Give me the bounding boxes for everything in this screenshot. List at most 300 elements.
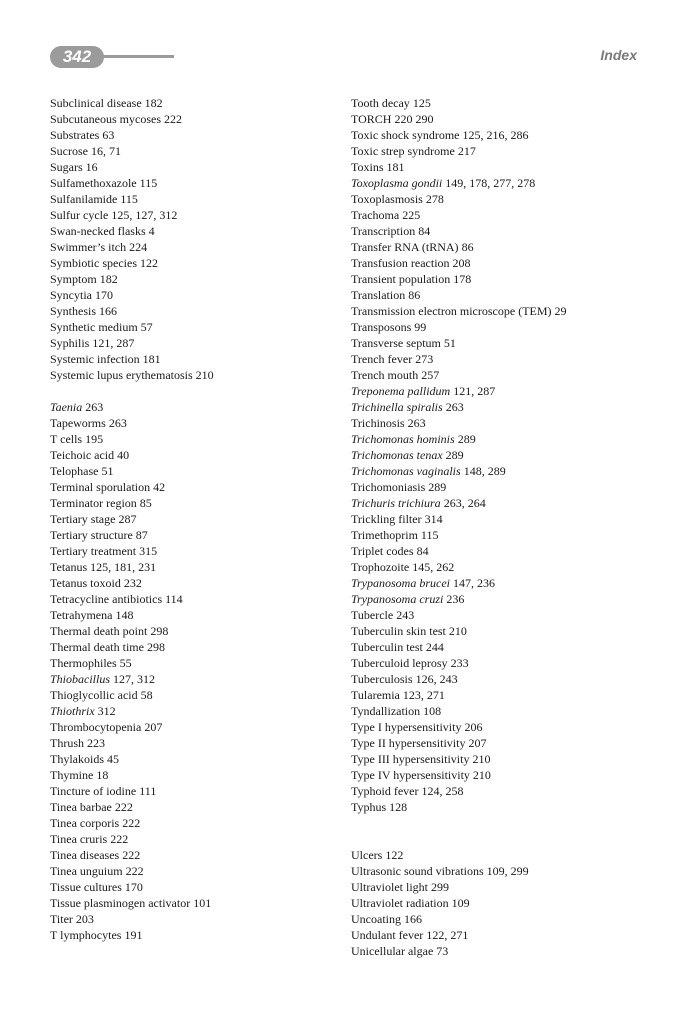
index-pages: 86 xyxy=(458,240,474,254)
index-term: Terminal sporulation xyxy=(50,480,151,494)
index-entry xyxy=(351,191,651,207)
index-entry xyxy=(351,895,651,911)
index-term: Undulant fever xyxy=(351,928,424,942)
letter-group-gap xyxy=(50,383,340,399)
index-term: Toxins xyxy=(351,160,384,174)
index-entry xyxy=(351,127,651,143)
index-pages: 166 xyxy=(401,912,422,926)
index-pages: 217 xyxy=(454,144,476,158)
index-term: Transient population xyxy=(351,272,451,286)
index-term: Tuberculosis xyxy=(351,672,413,686)
index-term: Thermophiles xyxy=(50,656,117,670)
index-pages: 182 xyxy=(96,272,118,286)
index-entry xyxy=(351,559,651,575)
index-entry xyxy=(50,511,340,527)
index-entry xyxy=(50,127,340,143)
index-entry xyxy=(351,463,651,479)
index-term: Sulfamethoxazole xyxy=(50,176,137,190)
index-entry xyxy=(351,175,651,191)
index-term: Tuberculoid leprosy xyxy=(351,656,448,670)
index-pages: 84 xyxy=(413,544,429,558)
page-header xyxy=(0,0,683,80)
index-term: Trichomonas tenax xyxy=(351,448,443,462)
index-pages: 170 xyxy=(92,288,113,302)
index-pages: 263, 264 xyxy=(440,496,486,510)
index-term: Thrombocytopenia xyxy=(50,720,142,734)
index-pages: 149, 178, 277, 278 xyxy=(442,176,536,190)
index-term: Terminator region xyxy=(50,496,137,510)
index-pages: 85 xyxy=(136,496,152,510)
index-pages: 299 xyxy=(428,880,449,894)
index-entry xyxy=(351,607,651,623)
index-term: Transmission electron microscope (TEM) xyxy=(351,304,552,318)
index-entry xyxy=(351,687,651,703)
index-entry xyxy=(50,655,340,671)
index-term: Translation xyxy=(351,288,406,302)
index-term: Thioglycollic acid xyxy=(50,688,138,702)
index-pages: 210 xyxy=(469,752,491,766)
index-term: Swan-necked flasks xyxy=(50,224,146,238)
index-term: Symbiotic species xyxy=(50,256,137,270)
index-entry xyxy=(50,303,340,319)
index-entry xyxy=(351,655,651,671)
index-term: Tinea cruris xyxy=(50,832,108,846)
index-pages: 181 xyxy=(383,160,405,174)
index-pages: 166 xyxy=(96,304,118,318)
index-pages: 289 xyxy=(442,448,464,462)
index-pages: 123, 271 xyxy=(399,688,445,702)
index-entry xyxy=(50,815,340,831)
index-term: Tertiary structure xyxy=(50,528,133,542)
index-entry xyxy=(351,223,651,239)
index-pages: 210 xyxy=(192,368,214,382)
index-entry xyxy=(351,527,651,543)
index-entry xyxy=(50,239,340,255)
index-pages: 45 xyxy=(104,752,119,766)
index-term: Thylakoids xyxy=(50,752,104,766)
index-pages: 225 xyxy=(399,208,421,222)
index-term: Systemic infection xyxy=(50,352,140,366)
index-term: Trichomonas hominis xyxy=(351,432,455,446)
index-pages: 210 xyxy=(469,768,491,782)
index-term: Transcription xyxy=(351,224,416,238)
index-pages: 222 xyxy=(122,864,144,878)
index-entry xyxy=(351,351,651,367)
index-entry xyxy=(50,607,340,623)
index-entry xyxy=(50,255,340,271)
index-column-right xyxy=(351,95,651,959)
index-term: Toxic strep syndrome xyxy=(351,144,455,158)
index-entry xyxy=(351,751,651,767)
index-entry xyxy=(351,159,651,175)
index-pages: 51 xyxy=(440,336,456,350)
index-pages: 314 xyxy=(421,512,443,526)
index-term: Tetanus xyxy=(50,560,88,574)
index-term: Subcutaneous mycoses xyxy=(50,112,161,126)
index-entry xyxy=(50,191,340,207)
index-term: Tetracycline antibiotics xyxy=(50,592,163,606)
index-entry xyxy=(351,239,651,255)
index-term: Trench mouth xyxy=(351,368,419,382)
index-term: Trickling filter xyxy=(351,512,422,526)
index-entry xyxy=(50,447,340,463)
index-pages: 206 xyxy=(461,720,483,734)
index-entry xyxy=(50,351,340,367)
index-entry xyxy=(351,639,651,655)
index-pages: 224 xyxy=(126,240,148,254)
index-entry xyxy=(50,879,340,895)
index-pages: 263 xyxy=(404,416,426,430)
index-pages: 257 xyxy=(418,368,440,382)
index-pages: 101 xyxy=(190,896,212,910)
index-pages: 195 xyxy=(82,432,104,446)
index-term: Titer xyxy=(50,912,73,926)
index-pages: 223 xyxy=(84,736,105,750)
index-pages: 289 xyxy=(454,432,476,446)
index-entry xyxy=(50,575,340,591)
index-pages: 289 xyxy=(425,480,447,494)
index-term: Type II hypersensitivity xyxy=(351,736,466,750)
index-pages: 121, 287 xyxy=(450,384,496,398)
index-pages: 122, 271 xyxy=(423,928,469,942)
index-pages: 298 xyxy=(143,640,165,654)
index-term: Tuberculin skin test xyxy=(351,624,446,638)
index-entry xyxy=(50,175,340,191)
index-term: Treponema pallidum xyxy=(351,384,451,398)
index-pages: 208 xyxy=(449,256,471,270)
index-pages: 222 xyxy=(119,816,141,830)
index-term: Transfusion reaction xyxy=(351,256,450,270)
index-entry xyxy=(351,927,651,943)
index-term: Triplet codes xyxy=(351,544,414,558)
index-entry xyxy=(50,895,340,911)
index-pages: 115 xyxy=(136,176,158,190)
index-entry xyxy=(351,943,651,959)
index-pages: 263 xyxy=(442,400,464,414)
index-term: Trypanosoma brucei xyxy=(351,576,450,590)
index-term: Uncoating xyxy=(351,912,401,926)
index-term: Tissue plasminogen activator xyxy=(50,896,191,910)
page-number-badge xyxy=(50,46,104,68)
index-entry xyxy=(50,431,340,447)
index-pages: 16, 71 xyxy=(88,144,121,158)
index-pages: 115 xyxy=(117,192,138,206)
index-term: Tularemia xyxy=(351,688,400,702)
index-pages: 148 xyxy=(112,608,134,622)
index-entry xyxy=(351,303,651,319)
index-term: Tertiary treatment xyxy=(50,544,137,558)
index-entry xyxy=(351,735,651,751)
index-term: Syphilis xyxy=(50,336,90,350)
index-term: Telophase xyxy=(50,464,99,478)
index-pages: 126, 243 xyxy=(412,672,458,686)
index-term: Trimethoprim xyxy=(351,528,418,542)
index-pages: 145, 262 xyxy=(409,560,455,574)
index-pages: 220 290 xyxy=(391,112,434,126)
letter-group-gap xyxy=(351,815,651,831)
index-pages: 263 xyxy=(82,400,104,414)
index-entry xyxy=(50,735,340,751)
index-entry xyxy=(50,399,340,415)
index-pages: 315 xyxy=(136,544,158,558)
index-entry xyxy=(50,207,340,223)
header-rule xyxy=(100,55,174,58)
index-term: Syncytia xyxy=(50,288,92,302)
index-entry xyxy=(351,719,651,735)
index-pages: 170 xyxy=(121,880,143,894)
index-entry xyxy=(50,639,340,655)
index-entry xyxy=(50,927,340,943)
index-term: Type I hypersensitivity xyxy=(351,720,462,734)
index-pages: 125, 127, 312 xyxy=(108,208,178,222)
index-entry xyxy=(351,767,651,783)
index-entry xyxy=(50,479,340,495)
index-entry xyxy=(351,575,651,591)
index-pages: 128 xyxy=(386,800,408,814)
index-term: Taenia xyxy=(50,400,83,414)
index-term: Tertiary stage xyxy=(50,512,116,526)
index-term: Tinea barbae xyxy=(50,800,112,814)
index-pages: 124, 258 xyxy=(418,784,464,798)
index-entry xyxy=(50,703,340,719)
index-pages: 86 xyxy=(405,288,421,302)
index-pages: 148, 289 xyxy=(460,464,506,478)
index-pages: 178 xyxy=(450,272,472,286)
index-pages: 58 xyxy=(137,688,153,702)
index-pages: 29 xyxy=(551,304,567,318)
index-term: Thermal death point xyxy=(50,624,148,638)
section-title: Index xyxy=(600,47,637,63)
index-term: Transverse septum xyxy=(351,336,441,350)
index-pages: 207 xyxy=(465,736,487,750)
index-term: T lymphocytes xyxy=(50,928,122,942)
index-term: T cells xyxy=(50,432,83,446)
index-term: Sulfanilamide xyxy=(50,192,118,206)
index-term: Trophozoite xyxy=(351,560,410,574)
index-pages: 125 xyxy=(409,96,431,110)
index-term: Synthetic medium xyxy=(50,320,138,334)
index-pages: 236 xyxy=(443,592,465,606)
index-pages: 40 xyxy=(114,448,130,462)
index-term: Tinea unguium xyxy=(50,864,123,878)
index-pages: 243 xyxy=(393,608,415,622)
index-entry xyxy=(351,95,651,111)
index-term: Substrates xyxy=(50,128,100,142)
index-entry xyxy=(50,591,340,607)
index-pages: 99 xyxy=(411,320,427,334)
index-pages: 121, 287 xyxy=(89,336,135,350)
index-term: Thermal death time xyxy=(50,640,144,654)
index-entry xyxy=(351,783,651,799)
index-column-left xyxy=(50,95,340,943)
index-entry xyxy=(351,495,651,511)
index-entry xyxy=(351,479,651,495)
index-entry xyxy=(50,111,340,127)
index-term: Sucrose xyxy=(50,144,88,158)
index-term: Systemic lupus erythematosis xyxy=(50,368,193,382)
index-term: Toxoplasmosis xyxy=(351,192,423,206)
index-pages: 16 xyxy=(82,160,98,174)
index-entry xyxy=(50,495,340,511)
index-entry xyxy=(351,207,651,223)
index-term: Trypanosoma cruzi xyxy=(351,592,444,606)
index-term: Ulcers xyxy=(351,848,383,862)
index-pages: 122 xyxy=(137,256,158,270)
index-entry xyxy=(351,447,651,463)
index-pages: 278 xyxy=(422,192,444,206)
index-entry xyxy=(351,591,651,607)
index-term: Thrush xyxy=(50,736,84,750)
index-entry xyxy=(50,463,340,479)
index-entry xyxy=(351,111,651,127)
index-pages: 109, 299 xyxy=(483,864,529,878)
index-entry xyxy=(351,431,651,447)
index-pages: 55 xyxy=(116,656,132,670)
index-pages: 18 xyxy=(93,768,109,782)
index-term: Ultraviolet light xyxy=(351,880,428,894)
index-entry xyxy=(50,95,340,111)
index-pages: 287 xyxy=(115,512,137,526)
index-entry xyxy=(50,223,340,239)
index-pages: 312 xyxy=(94,704,116,718)
index-term: Teichoic acid xyxy=(50,448,115,462)
index-pages: 222 xyxy=(119,848,141,862)
index-term: Toxoplasma gondii xyxy=(351,176,443,190)
index-entry xyxy=(50,559,340,575)
index-term: Trichomonas vaginalis xyxy=(351,464,461,478)
index-pages: 222 xyxy=(107,832,129,846)
index-pages: 4 xyxy=(145,224,155,238)
index-entry xyxy=(351,879,651,895)
index-entry xyxy=(50,799,340,815)
index-pages: 298 xyxy=(147,624,169,638)
letter-group-gap xyxy=(351,831,651,847)
index-pages: 125, 216, 286 xyxy=(459,128,529,142)
index-term: Tissue cultures xyxy=(50,880,122,894)
index-pages: 233 xyxy=(447,656,469,670)
index-entry xyxy=(50,319,340,335)
index-term: Toxic shock syndrome xyxy=(351,128,460,142)
index-term: Trench fever xyxy=(351,352,413,366)
page-number: 342 xyxy=(62,47,92,66)
index-term: Tetrahymena xyxy=(50,608,113,622)
index-entry xyxy=(351,703,651,719)
index-entry xyxy=(50,751,340,767)
index-entry xyxy=(50,783,340,799)
index-term: Sulfur cycle xyxy=(50,208,109,222)
index-pages: 244 xyxy=(422,640,444,654)
index-entry xyxy=(351,863,651,879)
index-term: Tinea corporis xyxy=(50,816,120,830)
index-pages: 273 xyxy=(412,352,434,366)
index-entry xyxy=(50,767,340,783)
index-term: Typhus xyxy=(351,800,387,814)
index-entry xyxy=(351,271,651,287)
index-pages: 111 xyxy=(136,784,157,798)
index-term: Trichinosis xyxy=(351,416,405,430)
index-term: Synthesis xyxy=(50,304,97,318)
index-pages: 84 xyxy=(415,224,431,238)
index-term: Tetanus toxoid xyxy=(50,576,121,590)
index-entry xyxy=(50,271,340,287)
index-pages: 147, 236 xyxy=(450,576,495,590)
index-term: Type III hypersensitivity xyxy=(351,752,470,766)
index-term: Unicellular algae xyxy=(351,944,434,958)
index-term: Tincture of iodine xyxy=(50,784,137,798)
index-term: Thymine xyxy=(50,768,94,782)
index-pages: 263 xyxy=(105,416,127,430)
index-pages: 108 xyxy=(420,704,442,718)
index-entry xyxy=(50,831,340,847)
index-entry xyxy=(50,159,340,175)
index-pages: 73 xyxy=(433,944,449,958)
index-term: Trachoma xyxy=(351,208,400,222)
index-entry xyxy=(351,799,651,815)
index-term: Symptom xyxy=(50,272,97,286)
index-pages: 87 xyxy=(132,528,148,542)
index-pages: 181 xyxy=(139,352,161,366)
index-term: Trichinella spiralis xyxy=(351,400,443,414)
index-pages: 51 xyxy=(98,464,114,478)
index-entry xyxy=(351,143,651,159)
index-term: Tooth decay xyxy=(351,96,410,110)
index-entry xyxy=(50,671,340,687)
index-entry xyxy=(50,719,340,735)
index-entry xyxy=(351,623,651,639)
index-term: Tapeworms xyxy=(50,416,106,430)
index-entry xyxy=(351,847,651,863)
index-term: Trichuris trichiura xyxy=(351,496,441,510)
index-term: Thiobacillus xyxy=(50,672,111,686)
index-entry xyxy=(50,863,340,879)
index-entry xyxy=(351,399,651,415)
index-term: Ultrasonic sound vibrations xyxy=(351,864,484,878)
index-pages: 203 xyxy=(72,912,94,926)
index-term: Thiothrix xyxy=(50,704,95,718)
index-term: Typhoid fever xyxy=(351,784,419,798)
index-entry xyxy=(351,287,651,303)
index-pages: 57 xyxy=(137,320,153,334)
index-entry xyxy=(351,415,651,431)
index-pages: 210 xyxy=(445,624,467,638)
index-pages: 207 xyxy=(141,720,163,734)
index-entry xyxy=(50,543,340,559)
index-pages: 182 xyxy=(141,96,163,110)
index-entry xyxy=(50,335,340,351)
index-entry xyxy=(351,671,651,687)
index-term: Transposons xyxy=(351,320,412,334)
index-pages: 109 xyxy=(448,896,470,910)
index-entry xyxy=(50,287,340,303)
index-pages: 125, 181, 231 xyxy=(87,560,157,574)
index-pages: 222 xyxy=(160,112,182,126)
index-pages: 63 xyxy=(99,128,115,142)
index-term: Tubercle xyxy=(351,608,394,622)
index-term: Tuberculin test xyxy=(351,640,423,654)
index-pages: 42 xyxy=(150,480,166,494)
index-entry xyxy=(50,687,340,703)
index-entry xyxy=(50,415,340,431)
index-term: Trichomoniasis xyxy=(351,480,426,494)
index-pages: 127, 312 xyxy=(110,672,156,686)
index-pages: 114 xyxy=(162,592,183,606)
index-pages: 222 xyxy=(111,800,133,814)
index-entry xyxy=(351,383,651,399)
index-pages: 115 xyxy=(417,528,439,542)
index-term: Type IV hypersensitivity xyxy=(351,768,470,782)
index-entry xyxy=(50,911,340,927)
index-pages: 122 xyxy=(382,848,404,862)
